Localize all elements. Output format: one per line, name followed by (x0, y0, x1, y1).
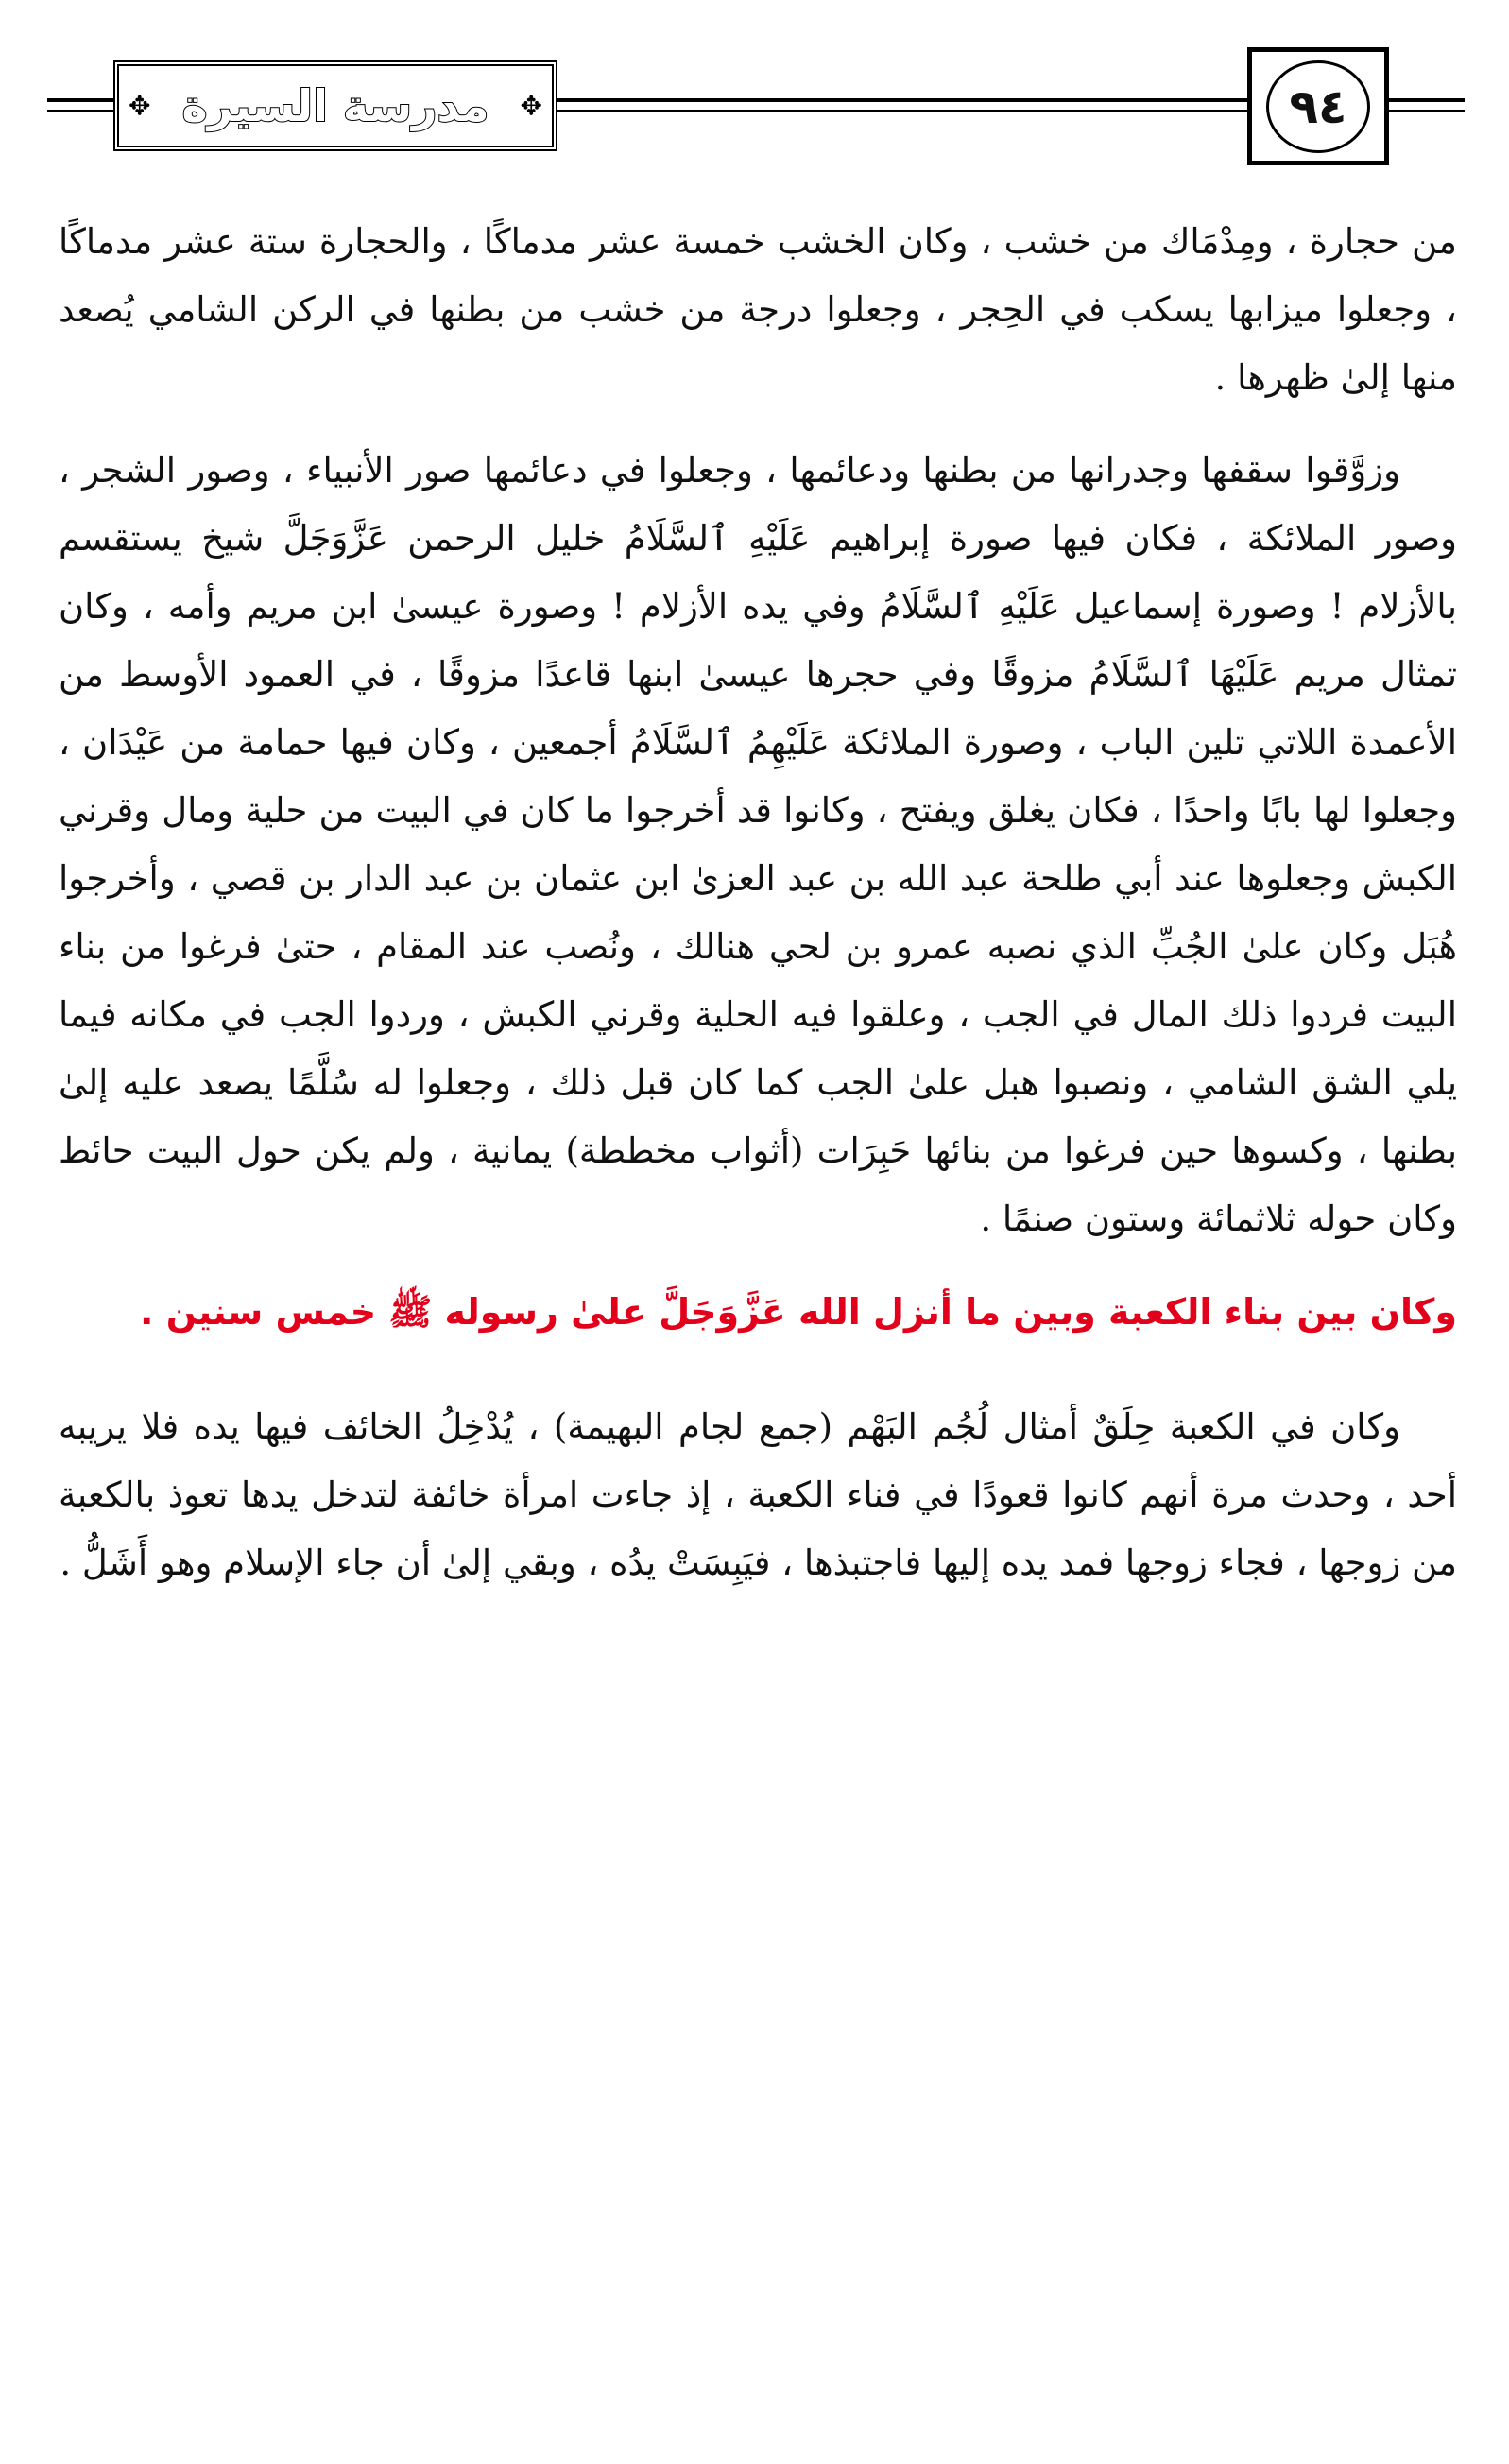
paragraph-2: وزوَّقوا سقفها وجدرانها من بطنها ودعائمها ، وجعلوا في دعائمها صور الأنبياء ، وصور الشجر ، وصور الملائكة ، فكان فيها صورة إبراهيم عَلَيْهِ ٱلسَّلَامُ خليل الرحمن عَزَّوَجَلَّ شيخ يستقسم بالأزلام ! وصورة إسماعيل عَلَيْهِ ٱلسَّلَامُ وفي يده الأزلام ! وصورة عيسىٰ ابن مريم وأمه ، وكان تمثال مريم عَلَيْهَا ٱلسَّلَامُ مزوقًا وفي حجرها عيسىٰ ابنها قاعدًا مزوقًا ، في العمود الأوسط من الأعمدة اللاتي تلين الباب ، وصورة الملائكة عَلَيْهِمُ ٱلسَّلَامُ أجمعين ، وكان فيها حمامة من عَيْدَان ، وجعلوا لها بابًا واحدًا ، فكان يغلق ويفتح ، وكانوا قد أخرجوا ما كان في البيت من حلية ومال وقرني الكبش وجعلوها عند أبي طلحة عبد الله بن عبد العزىٰ ابن عثمان بن عبد الدار بن قصي ، وأخرجوا هُبَل وكان علىٰ الجُبِّ الذي نصبه عمرو بن لحي هنالك ، ونُصب عند المقام ، حتىٰ فرغوا من بناء البيت فردوا ذلك المال في الجب ، وعلقوا فيه الحلية وقرني الكبش ، وردوا الجب في مكانه فيما يلي الشق الشامي ، ونصبوا هبل علىٰ الجب كما كان قبل ذلك ، وجعلوا له سُلَّمًا يصعد عليه إلىٰ بطنها ، وكسوها حين فرغوا من بنائها حَبِرَات (أثواب مخططة) يمانية ، ولم يكن حول البيت حائط وكان حوله ثلاثمائة وستون صنمًا . (59, 450, 1457, 1239)
highlighted-heading: وكان بين بناء الكعبة وبين ما أنزل الله عَزَّوَجَلَّ علىٰ رسوله ﷺ خمس سنين . (140, 1291, 1457, 1333)
page-header (47, 47, 1465, 170)
page-body (59, 208, 1457, 1622)
paragraph-1: من حجارة ، ومِدْمَاك من خشب ، وكان الخشب خمسة عشر مدماكًا ، والحجارة ستة عشر مدماكًا ، وجعلوا ميزابها يسكب في الحِجر ، وجعلوا درجة من خشب من بطنها في الركن الشامي يُصعد منها إلىٰ ظهرها . (59, 221, 1457, 398)
book-title-frame (113, 60, 557, 151)
paragraph-3: وكان في الكعبة حِلَقٌ أمثال لُجُم البَهْم (جمع لجام البهيمة) ، يُدْخِلُ الخائف فيها يده فلا يريبه أحد ، وحدث مرة أنهم كانوا قعودًا في فناء الكعبة ، إذ جاءت امرأة خائفة لتدخل يدها تعوذ بالكعبة من زوجها ، فجاء زوجها فمد يده إليها فاجتبذها ، فيَبِسَتْ يدُه ، وبقي إلىٰ أن جاء الإسلام وهو أَشَلُّ . (59, 1406, 1457, 1583)
book-title: ✥ مدرسة السيرة (181, 80, 489, 131)
page-number-frame (1247, 47, 1389, 165)
page-number: ٩٤ (1266, 60, 1370, 153)
